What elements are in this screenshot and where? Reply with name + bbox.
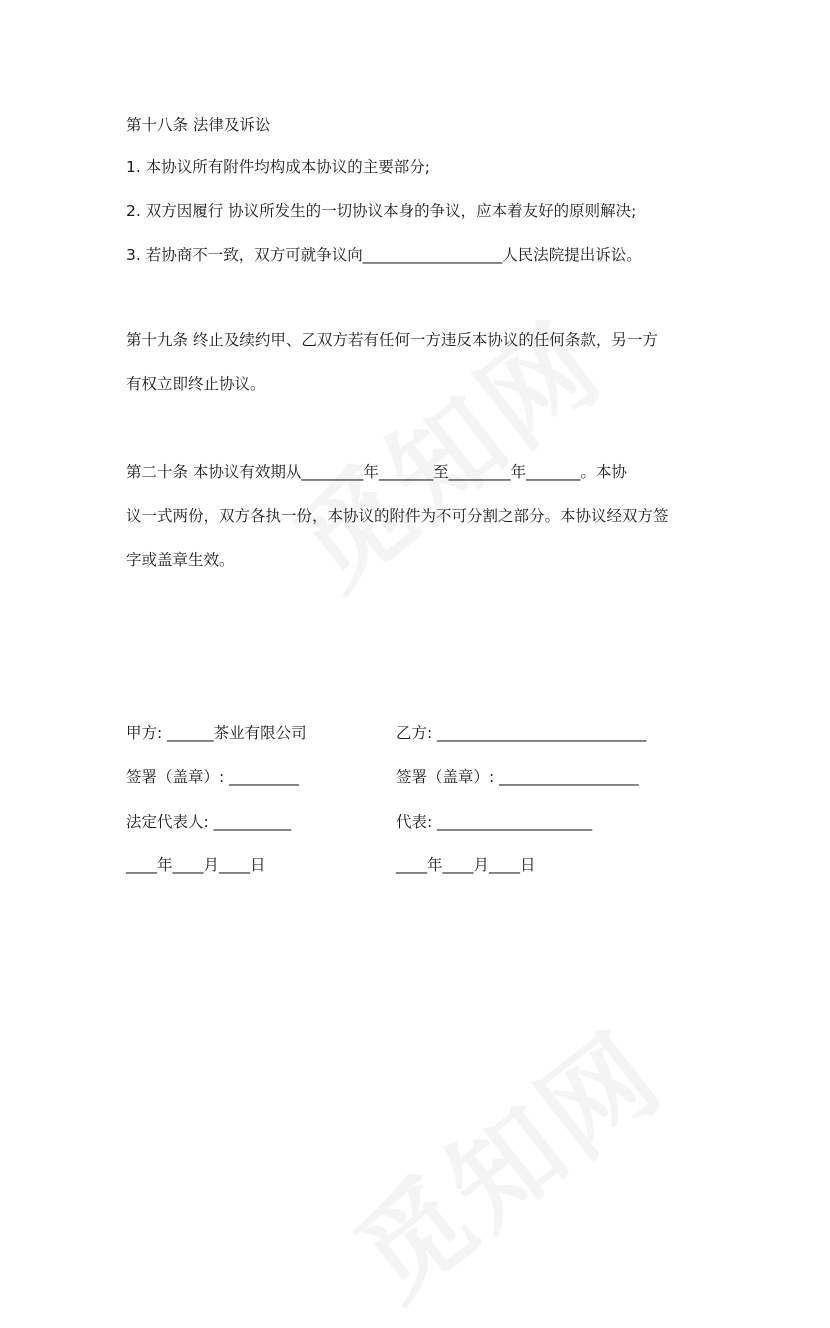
party-b-representative: 代表: ____________________ xyxy=(396,813,593,831)
article-18-item-3: 3. 若协商不一致，双方可就争议向__________________人民法院提出诉讼。 xyxy=(126,246,642,264)
article-18-item-2: 2. 双方因履行 协议所发生的一切协议本身的争议，应本着友好的原则解决; xyxy=(126,202,637,220)
party-b-date: ____年____月____日 xyxy=(396,856,536,874)
watermark xyxy=(318,990,690,1328)
party-a-sign: 签署（盖章）: _________ xyxy=(126,768,299,786)
party-a-representative: 法定代表人: __________ xyxy=(126,813,292,831)
article-19-line-2: 有权立即终止协议。 xyxy=(126,375,266,393)
party-a-name: 甲方: ______茶业有限公司 xyxy=(126,724,307,742)
party-a-date: ____年____月____日 xyxy=(126,856,266,874)
article-20-line-1: 第二十条 本协议有效期从________年_______至________年_______。本协 xyxy=(126,463,627,481)
article-18-title: 第十八条 法律及诉讼 xyxy=(126,116,271,134)
party-b-name: 乙方: ___________________________ xyxy=(396,724,647,742)
article-20-line-3: 字或盖章生效。 xyxy=(126,551,235,569)
article-20-line-2: 议一式两份，双方各执一份，本协议的附件为不可分割之部分。本协议经双方签 xyxy=(126,507,669,525)
article-18-item-1: 1. 本协议所有附件均构成本协议的主要部分; xyxy=(126,158,430,176)
party-b-sign: 签署（盖章）: __________________ xyxy=(396,768,639,786)
article-19-line-1: 第十九条 终止及续约甲、乙双方若有任何一方违反本协议的任何条款，另一方 xyxy=(126,331,658,349)
